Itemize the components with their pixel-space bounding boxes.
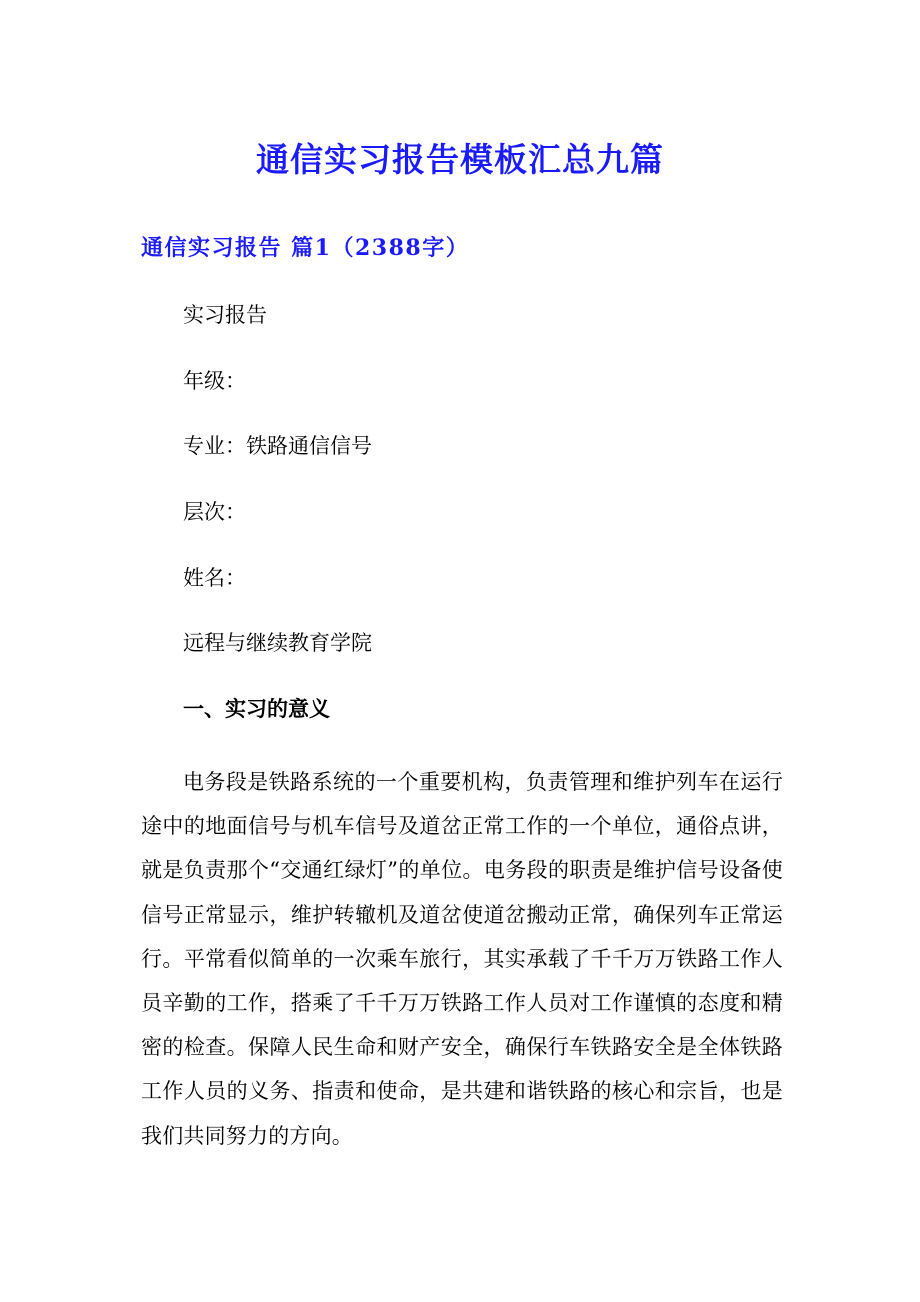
document-title: 通信实习报告模板汇总九篇 — [256, 140, 664, 179]
line-school: 远程与继续教育学院 — [183, 631, 372, 655]
section-heading: 通信实习报告 篇1（2388字） — [141, 235, 470, 261]
line-grade: 年级： — [183, 369, 246, 393]
line-report-title: 实习报告 — [183, 303, 267, 327]
line-level: 层次： — [183, 500, 246, 524]
line-name: 姓名： — [183, 566, 246, 590]
line-major: 专业：铁路通信信号 — [183, 434, 372, 458]
subheading-significance: 一、实习的意义 — [183, 696, 330, 721]
body-paragraph: 电务段是铁路系统的一个重要机构，负责管理和维护列车在运行途中的地面信号与机车信号及道岔正常工作的一个单位，通俗点讲，就是负责那个“交通红绿灯”的单位。电务段的职责是维护信号设备使信号正常显示，维护转辙机及道岔使道岔搬动正常，确保列车正常运行。平常看似简单的一次乘车旅行，其实承载了千千万万铁路工作人员辛勤的工作，搭乘了千千万万铁路工作人员对工作谨慎的态度和精密的检查。保障人民生命和财产安全，确保行车铁路安全是全体铁路工作人员的义务、指责和使命，是共建和谐铁路的核心和宗旨，也是我们共同努力的方向。 — [141, 770, 783, 1148]
